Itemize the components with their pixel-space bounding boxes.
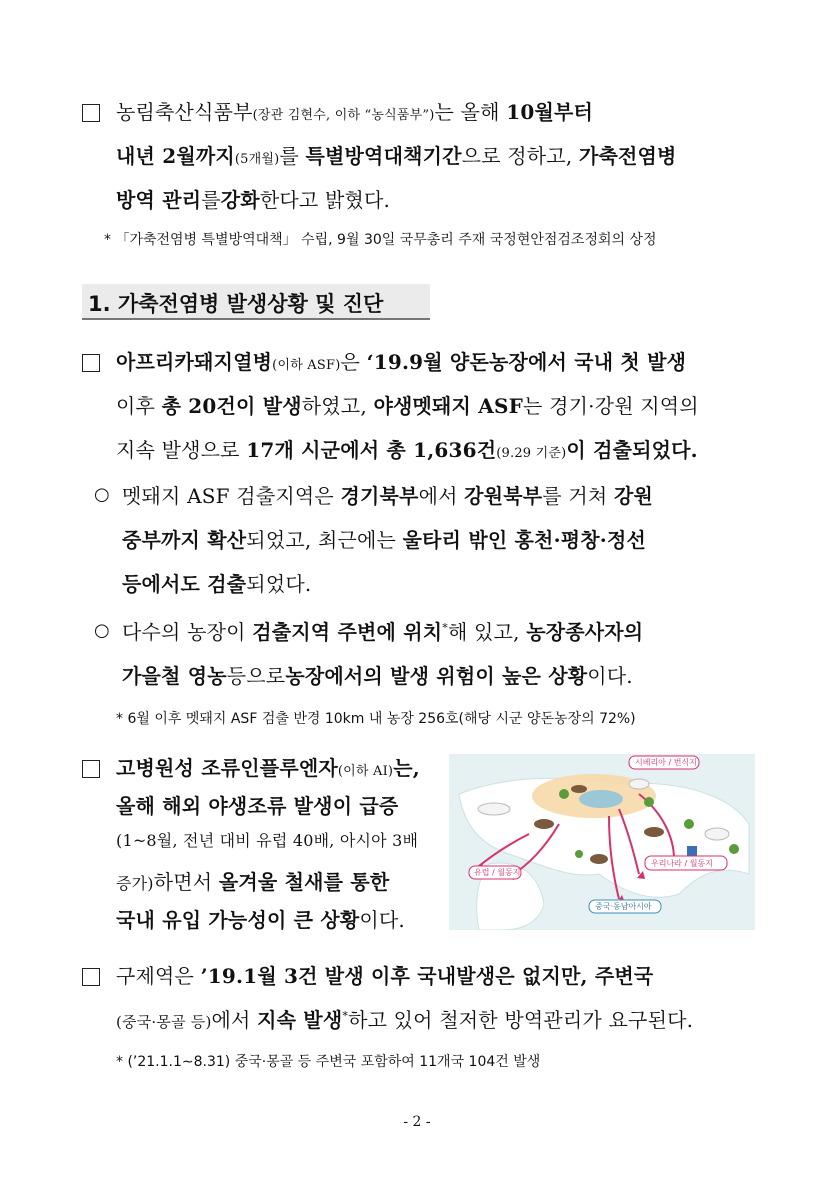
label-europe: 유럽 / 월동지 bbox=[474, 868, 521, 877]
checkbox-square-icon bbox=[82, 760, 100, 778]
footnote-special-plan: * 「가축전염병 특별방역대책」 수립, 9월 30일 국무총리 주재 국정현안점검조정회의 상정 bbox=[104, 232, 657, 248]
tree-icon bbox=[559, 789, 569, 799]
paragraph-avian-influenza: 고병원성 조류인플루엔자(이하 AI)는, 올해 해외 야생조류 발생이 급증 (1~8월, 전년 대비 유럽 40배, 아시아 3배 증가)하면서 올겨울 철새를 통한 국내 유입 가능성이 큰 상황 이다. bbox=[116, 756, 420, 932]
tree-icon bbox=[575, 850, 583, 858]
checkbox-square-icon bbox=[82, 104, 100, 122]
bird-icon bbox=[478, 803, 510, 815]
paragraph-special-period: 농림축산식품부(장관 김현수, 이하 “농식품부”)는 올해 10월부터 내년 2월까지(5개월)를 특별방역대책기간으로 정하고, 가축전염병 방역 관리 를 강화 한다고 밝혔다. bbox=[116, 100, 677, 212]
bird-icon bbox=[629, 779, 649, 789]
section-title-box bbox=[82, 284, 430, 320]
bird-icon bbox=[571, 785, 587, 793]
paragraph-asf: 아프리카돼지열병(이하 ASF)은 ‘19.9월 양돈농장에서 국내 첫 발생 이후 총 20건이 발생하였고, 야생멧돼지 ASF는 경기·강원 지역의 지속 발생으로 17개 시군에서 총 1,636건(9.29 기준)이 검출되었다. bbox=[116, 350, 699, 462]
label-korea: 우리나라 / 월동지 bbox=[651, 859, 713, 868]
bullet-wild-boar-spread: 멧돼지 ASF 검출지역은 경기북부에서 강원북부를 거쳐 강원 중부까지 확산되었고, 최근에는 울타리 밖인 홍천·평창·정선 등에서도 검출 되었다. bbox=[122, 484, 653, 596]
bird-migration-map bbox=[449, 754, 755, 930]
bird-icon bbox=[705, 828, 729, 840]
tree-icon bbox=[684, 819, 694, 829]
bullet-farm-risk: 다수의 농장이 검출지역 주변에 위치*해 있고, 농장종사자의 가을철 영농 등으로 농장에서의 발생 위험이 높은 상황 이다. bbox=[122, 620, 644, 688]
pond bbox=[579, 790, 623, 808]
bird-icon bbox=[590, 854, 608, 864]
bird-icon bbox=[534, 819, 554, 829]
bullet-circle-icon: ○ bbox=[94, 620, 110, 641]
footnote-farm-radius: * 6월 이후 멧돼지 ASF 검출 반경 10km 내 농장 256호(해당 시군 양돈농장의 72%) bbox=[116, 711, 636, 727]
section-title: 1. 가축전염병 발생상황 및 진단 bbox=[88, 292, 384, 316]
bird-icon bbox=[644, 827, 664, 837]
footnote-fmd: * (’21.1.1∼8.31) 중국·몽골 등 주변국 포함하여 11개국 104건 발생 bbox=[116, 1054, 541, 1070]
checkbox-square-icon bbox=[82, 968, 100, 986]
label-siberia: 시베리아 / 번식지 bbox=[635, 758, 697, 767]
paragraph-fmd: 구제역은 ’19.1월 3건 발생 이후 국내발생은 없지만, 주변국 (중국·몽골 등)에서 지속 발생*하고 있어 철저한 방역관리가 요구된다. bbox=[116, 964, 694, 1032]
tree-icon bbox=[729, 844, 739, 854]
label-sea: 중국·동남아시아 bbox=[595, 902, 652, 911]
checkbox-square-icon bbox=[82, 354, 100, 372]
page-number: - 2 - bbox=[403, 1114, 431, 1130]
tree-icon bbox=[644, 797, 654, 807]
bullet-circle-icon: ○ bbox=[94, 484, 110, 505]
